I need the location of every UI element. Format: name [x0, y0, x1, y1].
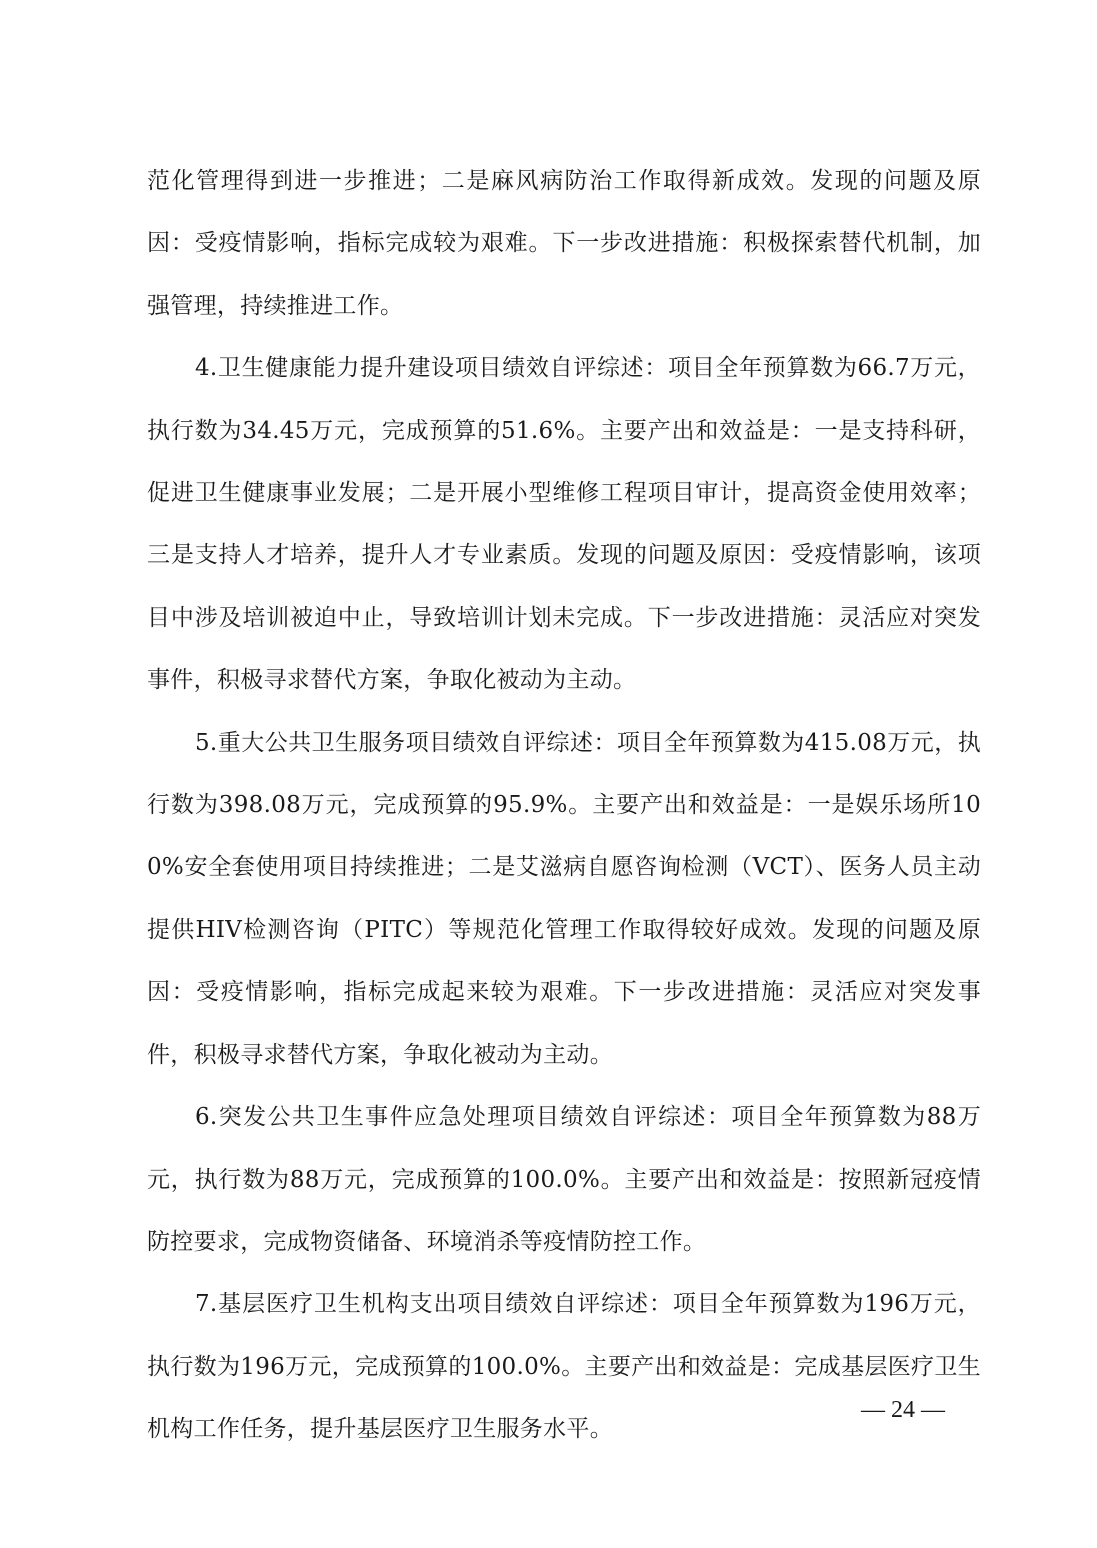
paragraph-item-7: 7.基层医疗卫生机构支出项目绩效自评综述：项目全年预算数为196万元，执行数为196万元，完成预算的100.0%。主要产出和效益是：完成基层医疗卫生机构工作任务，提升基层医疗卫生服务水平。: [147, 1291, 981, 1443]
paragraph-item-4: 4.卫生健康能力提升建设项目绩效自评综述：项目全年预算数为66.7万元，执行数为34.45万元，完成预算的51.6%。主要产出和效益是：一是支持科研，促进卫生健康事业发展；二是开展小型维修工程项目审计，提高资金使用效率；三是支持人才培养，提升人才专业素质。发现的问题及原因：受疫情影响，该项目中涉及培训被迫中止，导致培训计划未完成。下一步改进措施：灵活应对突发事件，积极寻求替代方案，争取化被动为主动。: [147, 355, 981, 694]
paragraph-item-6: 6.突发公共卫生事件应急处理项目绩效自评综述：项目全年预算数为88万元，执行数为88万元，完成预算的100.0%。主要产出和效益是：按照新冠疫情防控要求，完成物资储备、环境消杀等疫情防控工作。: [147, 1104, 981, 1255]
document-body: [147, 150, 981, 1461]
page-number: — 24 —: [861, 1397, 945, 1423]
paragraph-item-5: 5.重大公共卫生服务项目绩效自评综述：项目全年预算数为415.08万元，执行数为398.08万元，完成预算的95.9%。主要产出和效益是：一是娱乐场所100%安全套使用项目持续推进；二是艾滋病自愿咨询检测（VCT）、医务人员主动提供HIV检测咨询（PITC）等规范化管理工作取得较好成效。发现的问题及原因：受疫情影响，指标完成起来较为艰难。下一步改进措施：灵活应对突发事件，积极寻求替代方案，争取化被动为主动。: [147, 729, 981, 1068]
paragraph-continuation: 范化管理得到进一步推进；二是麻风病防治工作取得新成效。发现的问题及原因：受疫情影响，指标完成较为艰难。下一步改进措施：积极探索替代机制，加强管理，持续推进工作。: [147, 168, 981, 319]
